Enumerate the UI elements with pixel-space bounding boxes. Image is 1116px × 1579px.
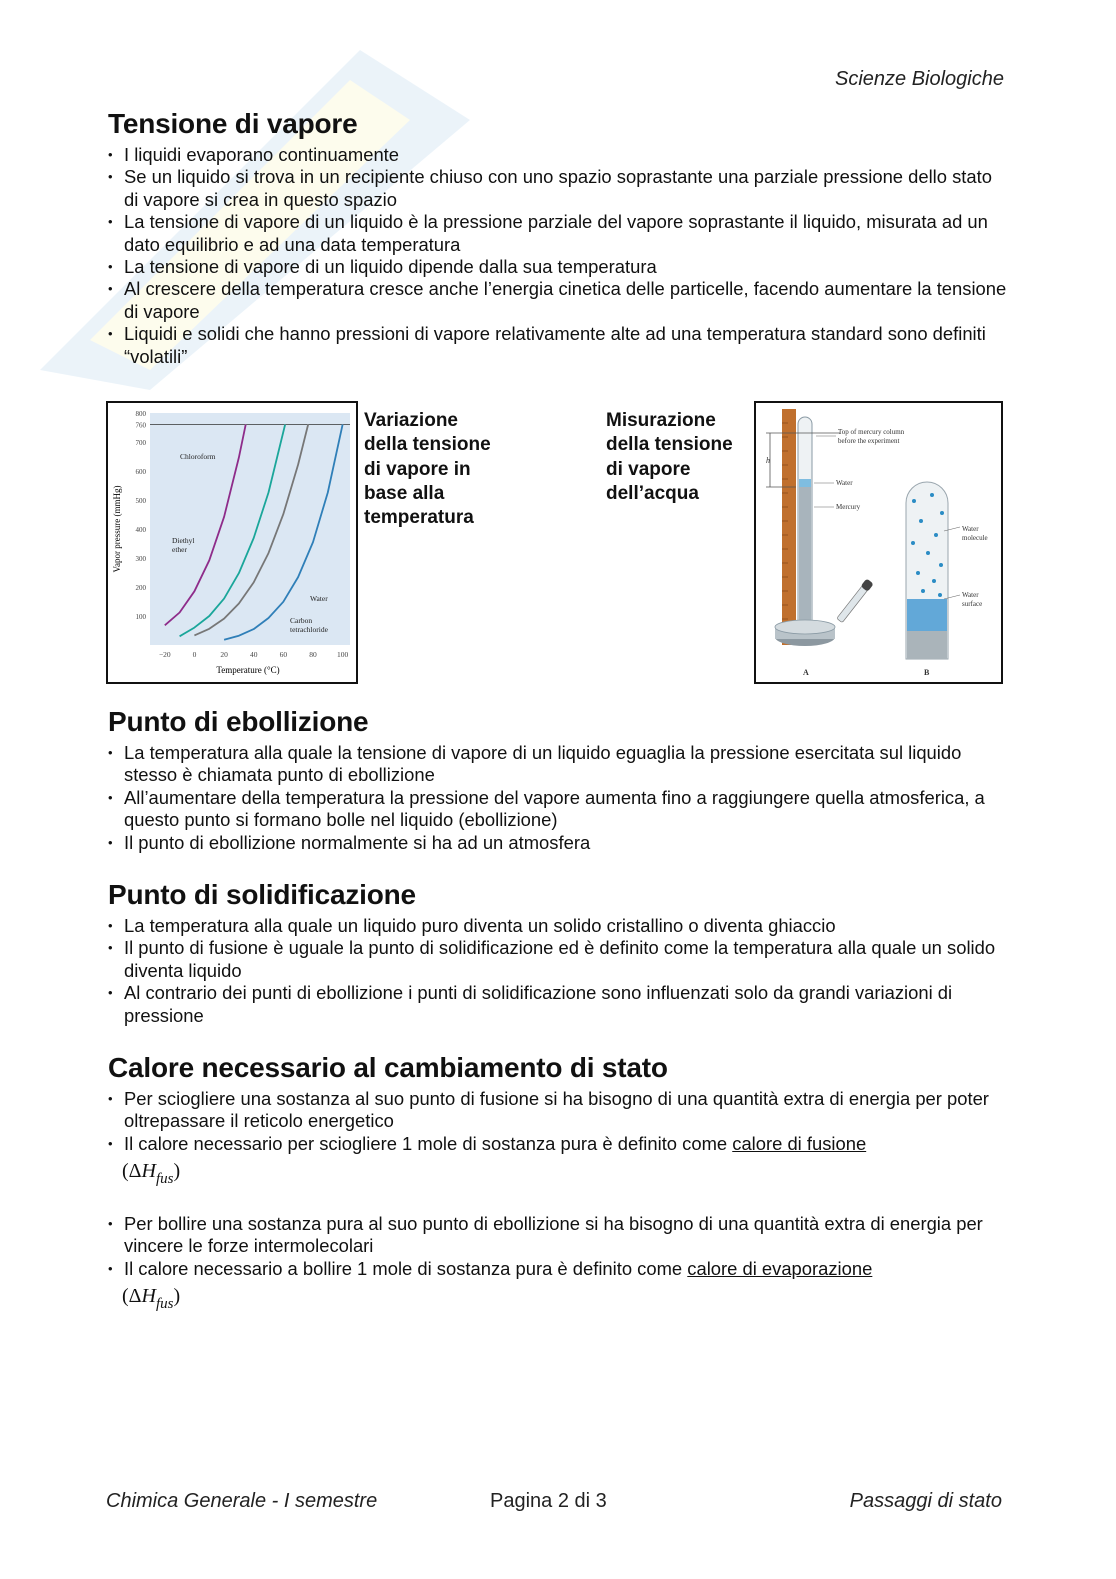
y-tick-label: 200 (135, 584, 146, 592)
list-item: • La temperatura alla quale la tensione di vapore di un liquido eguaglia la pressione esercitata sul liquido stesso è chiamata punto di ebollizione (108, 742, 1008, 787)
list-item: • Liquidi e solidi che hanno pressioni di vapore relativamente alte ad una temperatura standard sono definiti “volatili” (108, 323, 1008, 368)
formula-h: H (141, 1160, 156, 1182)
caption-line: Variazione (364, 410, 458, 431)
figure-caption-left (364, 409, 514, 530)
bullet-list-tensione (108, 144, 1008, 368)
y-tick-label: 500 (135, 497, 146, 505)
list-item: • Al contrario dei punti di ebollizione i punti di solidificazione sono influenzati solo da grandi variazioni di pressione (108, 982, 1008, 1027)
caption-line: dell’acqua (606, 482, 699, 504)
series-label: Carbon (290, 616, 313, 625)
section-title-calore: Calore necessario al cambiamento di stato (108, 1052, 668, 1083)
y-tick-label: 800 (135, 410, 146, 418)
figure-caption-right (606, 409, 756, 506)
section-title-ebollizione: Punto di ebollizione (108, 706, 369, 737)
label-top-mercury: Top of mercury column (838, 428, 905, 436)
series-label: Chloroform (180, 452, 216, 461)
x-tick-label: 40 (249, 650, 258, 659)
water-layer-a (799, 479, 811, 487)
formula-delta: Δ (128, 1285, 142, 1307)
caption-line: base alla (364, 482, 445, 504)
chart-plot-area (150, 413, 350, 645)
caption-line: di vapore in (364, 458, 471, 480)
y-tick-label: 100 (135, 613, 146, 621)
bullet-list-solidificazione (108, 915, 1008, 1027)
chart-y-axis-label: Vapor pressure (mmHg) (112, 485, 122, 573)
formula-sub: fus (156, 1171, 174, 1187)
caption-line: della tensione (364, 434, 491, 456)
apparatus-figure-frame (754, 401, 1003, 684)
evap-text: Il calore necessario a bollire 1 mole di sostanza pura è definito come (124, 1257, 683, 1279)
caption-line: Misurazione (606, 410, 716, 431)
y-tick-label: 300 (135, 555, 146, 563)
x-tick-label: 20 (220, 650, 228, 659)
label-before-experiment: before the experiment (838, 437, 900, 445)
x-tick-label: 0 (192, 650, 197, 659)
dropper-icon (836, 578, 874, 623)
list-item: • La tensione di vapore di un liquido è la pressione parziale del vapore soprastante il liquido, misurata ad un dato equilibrio e ad una data temperatura (108, 211, 1008, 256)
y-tick-label: 700 (135, 439, 146, 447)
formula-delta: Δ (128, 1160, 142, 1182)
vapor-pressure-chart (108, 403, 356, 682)
label-mercury: Mercury (836, 503, 861, 511)
bullet-list-ebollizione (108, 742, 1008, 854)
list-item (108, 1133, 1008, 1155)
y-tick-label: 760 (135, 421, 146, 430)
series-label: ether (172, 545, 187, 554)
caption-line: della tensione (606, 434, 733, 456)
vapor-pressure-chart-frame (106, 401, 358, 684)
formula-open: ( (122, 1160, 129, 1182)
label-water-molecule: Water (962, 525, 979, 533)
series-label: Water (310, 594, 328, 603)
list-item: • Al crescere della temperatura cresce anche l’energia cinetica delle particelle, facendo aumentare la tensione di vapore (108, 278, 1008, 323)
chart-x-axis-label: Temperature (°C) (216, 665, 280, 675)
section-title-tensione: Tensione di vapore (108, 108, 358, 139)
list-item: • La tensione di vapore di un liquido dipende dalla sua temperatura (108, 256, 1008, 278)
list-item: • Il punto di ebollizione normalmente si ha ad un atmosfera (108, 832, 1008, 854)
y-tick-label: 400 (135, 526, 146, 534)
label-water-surface: Water (962, 591, 979, 599)
x-tick-label: 100 (336, 650, 349, 659)
panel-label-a: A (803, 668, 809, 677)
section-title-solidificazione: Punto di solidificazione (108, 879, 416, 910)
formula-close: ) (173, 1160, 181, 1182)
caption-line: di vapore (606, 458, 691, 480)
list-item: • Se un liquido si trova in un recipiente chiuso con uno spazio soprastante una parziale pressione dello stato di vapore si crea in questo spazio (108, 166, 1008, 211)
list-item: • Per sciogliere una sostanza al suo punto di fusione si ha bisogno di una quantità extra di energia per poter oltrepassare il reticolo energetico (108, 1088, 1008, 1133)
list-item: • La temperatura alla quale un liquido puro diventa un solido cristallino o diventa ghiaccio (108, 915, 1008, 937)
footer-topic: Passaggi di stato (849, 1490, 1002, 1512)
ruler-icon (782, 409, 796, 645)
list-item (108, 1258, 1008, 1280)
formula-open: ( (122, 1285, 129, 1307)
formula-h: H (141, 1285, 156, 1307)
footer-course: Chimica Generale - I semestre (106, 1490, 378, 1512)
label-water-surface-2: surface (962, 600, 983, 608)
x-tick-label: −20 (158, 650, 171, 659)
bullet-list-calore-fusione (108, 1088, 1008, 1155)
footer-page-number: Pagina 2 di 3 (490, 1490, 607, 1512)
list-item: • All’aumentare della temperatura la pressione del vapore aumenta fino a raggiungere quella atmosferica, a questo punto si formano bolle nel liquido (ebollizione) (108, 787, 1008, 832)
label-water: Water (836, 479, 853, 487)
formula-sub: fus (156, 1296, 174, 1312)
bullet-list-calore-evaporazione (108, 1213, 1008, 1280)
formula-delta-h-fus-2 (122, 1285, 180, 1313)
list-item: • Per bollire una sostanza pura al suo punto di ebollizione si ha bisogno di una quantità extra di energia per vincere le forze intermolecolari (108, 1213, 1008, 1258)
water-layer-b (907, 599, 947, 631)
list-item: • I liquidi evaporano continuamente (108, 144, 1008, 166)
panel-label-b: B (924, 668, 930, 677)
series-label: Diethyl (172, 536, 195, 545)
header-subject: Scienze Biologiche (835, 68, 1004, 90)
list-item: • Il punto di fusione è uguale la punto di solidificazione ed è definito come la temperatura alla quale un solido diventa liquido (108, 937, 1008, 982)
fusion-term-link: calore di fusione (732, 1132, 867, 1154)
x-tick-label: 60 (279, 650, 288, 659)
mercury-column (799, 487, 811, 627)
series-label: tetrachloride (290, 625, 328, 634)
fusion-text: Il calore necessario per sciogliere 1 mole di sostanza pura è definito come (124, 1132, 728, 1154)
label-h: h (766, 456, 770, 465)
caption-line: temperatura (364, 507, 474, 529)
label-water-molecule-2: molecule (962, 534, 988, 542)
x-tick-label: 80 (309, 650, 317, 659)
vapor-measurement-apparatus (756, 403, 1001, 682)
y-tick-label: 600 (135, 468, 146, 476)
formula-close: ) (173, 1285, 181, 1307)
evap-term-link: calore di evaporazione (687, 1257, 873, 1279)
formula-delta-h-fus-1 (122, 1160, 180, 1188)
